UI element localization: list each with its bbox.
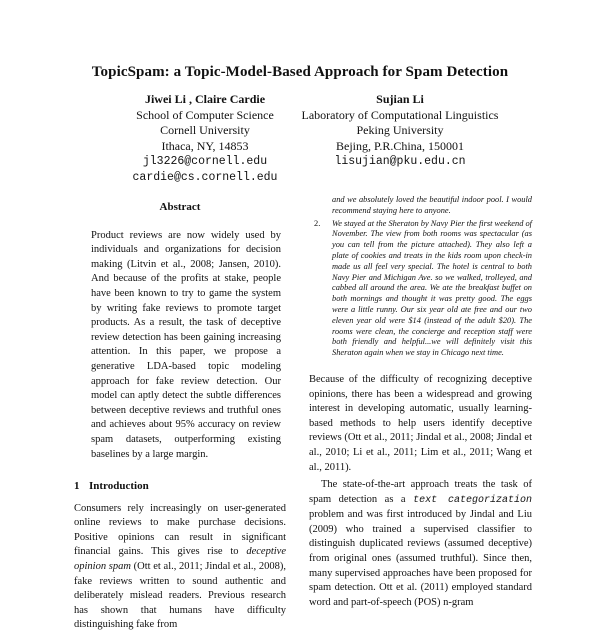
review-examples (309, 195, 532, 359)
list-number: 2. (314, 218, 321, 228)
body-paragraph (309, 478, 532, 610)
author-names: Jiwei Li , Claire Cardie (144, 92, 266, 106)
example-1-tail: and we absolutely loved the beautiful indoor pool. I would recommend staying here to anyone. (332, 195, 532, 215)
section-heading-introduction (74, 479, 286, 494)
emphasis-text: deceptive opinion spam (74, 546, 286, 573)
affiliation-line: Cornell University (160, 123, 250, 137)
author-email: cardie@cs.cornell.edu (132, 170, 278, 184)
example-2-text: We stayed at the Sheraton by Navy Pier the first weekend of November. The view from both rooms was spectacular (as you can tell from the picture attached). They also left a plate of cookies and treats in the kids room upon check-in made us all feel very special. The hotel is central to both Navy Pier and Michigan Ave. so we walked, trolleyed, and cabbed all around the area. We ate the breakfast buffet on both mornings and thought it was pretty good. The eggs were a little runny. Our six year old ate free and our two eleven year old were $14 (instead of the adult $20). The rooms were clean, the concierge and reception staff were both friendly and helpful...we will definitely visit this Sheraton again when we stay in Chicago next time. (332, 218, 532, 358)
left-column (74, 200, 286, 633)
affiliation-line: Bejing, P.R.China, 150001 (335, 138, 464, 153)
author-email: lisujian@pku.edu.cn (334, 155, 466, 168)
affiliation-line: School of Computer Science (136, 107, 274, 122)
body-paragraph: Because of the difficulty of recognizing deceptive opinions, there has been a widespread and growing interest in developing automatic, usually learning-based methods to help users identify deceptive reviews (Ott et al., 2011; Jindal et al., 2008; Jindal et al., 2010; Li et al., 2011; Lim et al., 2011; Wang et al., 2011). (309, 373, 532, 473)
example-item-2 (309, 219, 532, 359)
affiliation-line: Ithaca, NY, 14853 (161, 138, 249, 153)
text-run: problem and was first introduced by Jindal and Liu (2009) who trained a supervised classifier to distinguish duplicated reviews (assumed deceptive) from original ones (assumed truthful). Since then, many supervised approaches have been proposed for spam detection. Ott et al. (2011) employed standard word and part-of-speech (POS) n-gram (309, 509, 532, 608)
section-number: 1 (74, 480, 80, 493)
section-title: Introduction (89, 480, 149, 493)
text-run: Consumers rely increasingly on user-generated online reviews to make purchase decisions. Positive opinions can result in significant financial gains. This gives rise to (74, 502, 286, 558)
code-term: text categorization (413, 494, 532, 506)
author-email: jl3226@cornell.edu (142, 155, 268, 168)
paper-title: TopicSpam: a Topic-Model-Based Approach for Spam Detection (91, 64, 509, 80)
text-run: The state-of-the-art approach treats the task of spam detection as a (309, 479, 532, 505)
affiliation-line: Laboratory of Computational Linguistics (301, 107, 499, 122)
author-block-right (300, 92, 500, 170)
right-body-text (309, 373, 532, 611)
affiliation-line: Peking University (356, 123, 444, 137)
author-names: Sujian Li (376, 92, 424, 106)
author-block-left (105, 92, 305, 185)
intro-paragraph (74, 502, 286, 633)
abstract-heading: Abstract (159, 201, 201, 213)
text-run: (Ott et al., 2011; Jindal et al., 2008), fake reviews written to sound authentic and deliberately mislead readers. Previous research has shown that humans have difficulty distinguishing fake from (74, 561, 286, 631)
right-column (309, 195, 532, 610)
abstract-text: Product reviews are now widely used by individuals and organizations for decision making (Litvin et al., 2008; Jansen, 2010). And because of the profits at stake, people have been known to try to game the system by writing fake reviews to promote target products. As a result, the task of deceptive review detection has been gaining increasing attention. In this paper, we propose a generative LDA-based topic modeling approach for fake review detection. Our model can aptly detect the subtle differences between deceptive reviews and truthful ones and achieves about 95% accuracy on review spam datasets, outperforming existing baselines by a large margin. (91, 229, 281, 460)
